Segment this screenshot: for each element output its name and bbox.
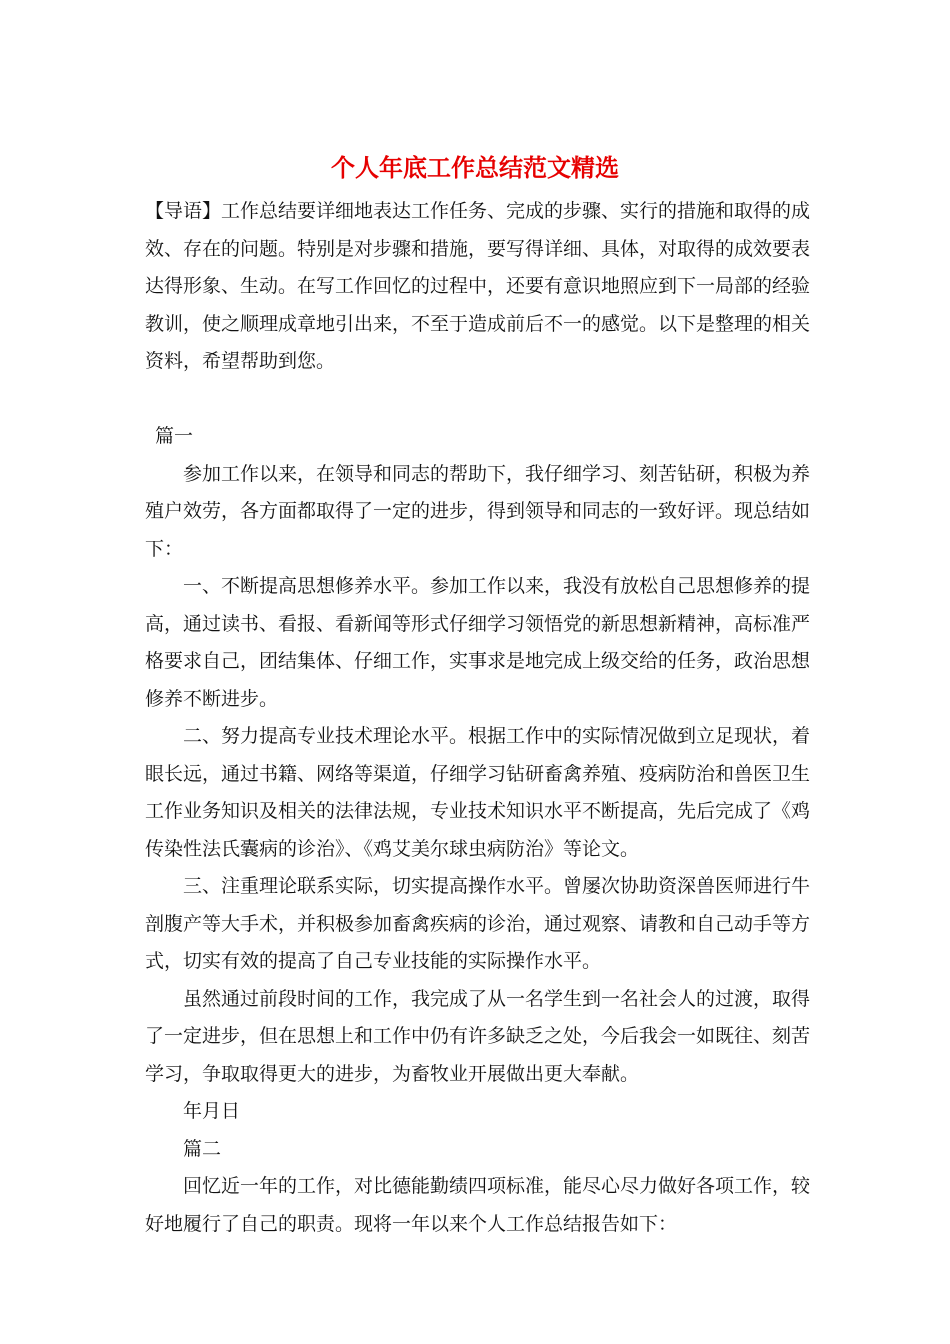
paragraph: 参加工作以来，在领导和同志的帮助下，我仔细学习、刻苦钻研，积极为养殖户效劳，各方面都取得了一定的进步，得到领导和同志的一致好评。现总结如下： [145, 462, 811, 560]
paragraph: 回忆近一年的工作，对比德能勤绩四项标准，能尽心尽力做好各项工作，较好地履行了自己的职责。现将一年以来个人工作总结报告如下： [145, 1175, 811, 1235]
document-title: 个人年底工作总结范文精选 [331, 153, 619, 182]
document-body [145, 193, 810, 1243]
intro-paragraph: 【导语】工作总结要详细地表达工作任务、完成的步骤、实行的措施和取得的成效、存在的问题。特别是对步骤和措施，要写得详细、具体，对取得的成效要表达得形象、生动。在写工作回忆的过程中，还要有意识地照应到下一局部的经验教训，使之顺理成章地引出来，不至于造成前后不一的感觉。以下是整理的相关资料，希望帮助到您。 [145, 200, 811, 372]
blank-line [145, 381, 810, 419]
section-heading-1: 篇一 [155, 425, 194, 447]
date-line: 年月日 [183, 1100, 241, 1122]
paragraph: 虽然通过前段时间的工作，我完成了从一名学生到一名社会人的过渡，取得了一定进步，但在思想上和工作中仍有许多缺乏之处，今后我会一如既往、刻苦学习，争取取得更大的进步，为畜牧业开展做出更大奉献。 [145, 987, 811, 1085]
paragraph: 二、努力提高专业技术理论水平。根据工作中的实际情况做到立足现状，着眼长远，通过书籍、网络等渠道，仔细学习钻研畜禽养殖、疫病防治和兽医卫生工作业务知识及相关的法律法规，专业技术知识水平不断提高，先后完成了《鸡传染性法氏囊病的诊治》、《鸡艾美尔球虫病防治》等论文。 [145, 725, 811, 860]
paragraph: 三、注重理论联系实际，切实提高操作水平。曾屡次协助资深兽医师进行牛剖腹产等大手术，并积极参加畜禽疾病的诊治，通过观察、请教和自己动手等方式，切实有效的提高了自己专业技能的实际操作水平。 [145, 875, 811, 972]
paragraph: 一、不断提高思想修养水平。参加工作以来，我没有放松自己思想修养的提高，通过读书、看报、看新闻等形式仔细学习领悟党的新思想新精神，高标准严格要求自己，团结集体、仔细工作，实事求是地完成上级交给的任务，政治思想修养不断进步。 [145, 575, 811, 710]
section-heading-2: 篇二 [183, 1137, 222, 1160]
